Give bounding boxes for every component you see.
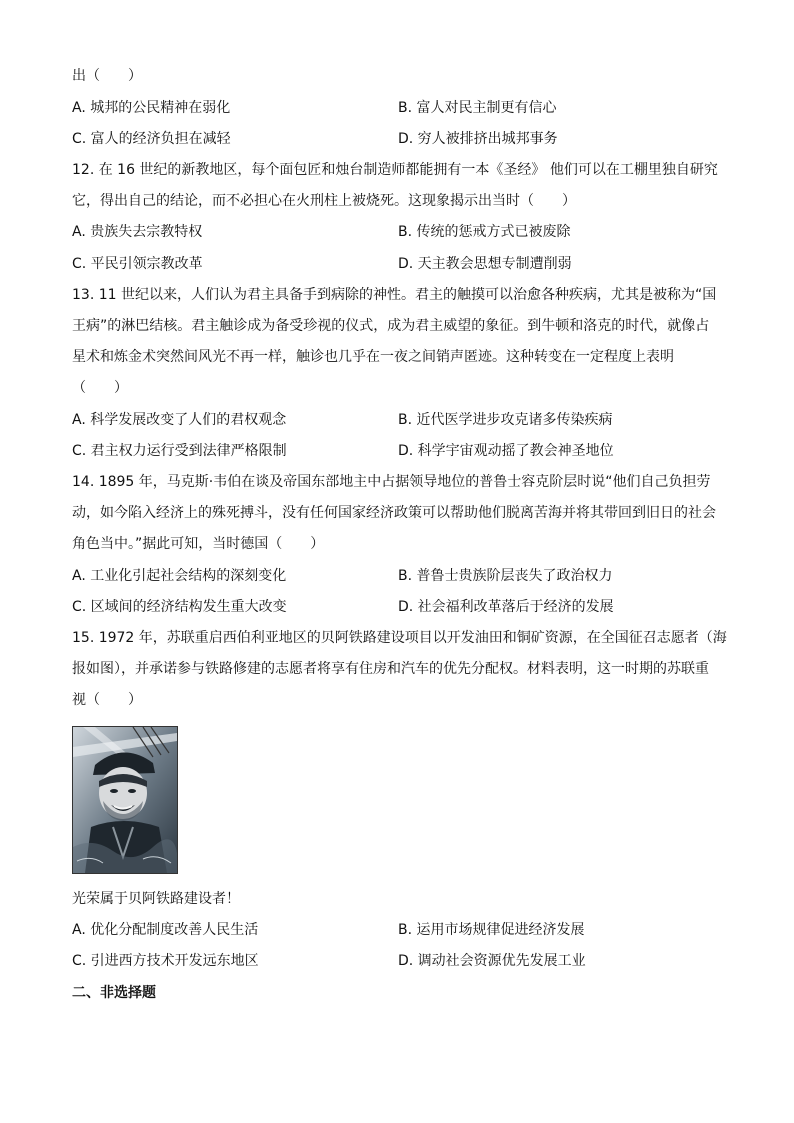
q15-option-a[interactable]: A. 优化分配制度改善人民生活 (72, 922, 259, 938)
q15-option-b[interactable]: B. 运用市场规律促进经济发展 (398, 922, 585, 938)
q13-stem-line: 星术和炼金术突然间风光不再一样，触诊也几乎在一夜之间销声匿迹。这种转变在一定程度上表明 (72, 349, 674, 365)
q13-stem-line: （ ） (72, 380, 128, 396)
section-title: 二、非选择题 (72, 985, 156, 1001)
poster-illustration (73, 727, 177, 873)
q14-option-d[interactable]: D. 社会福利改革落后于经济的发展 (398, 599, 614, 615)
railway-volunteer-poster (72, 726, 178, 874)
q12-stem-line: 12. 在 16 世纪的新教地区，每个面包匠和烛台制造师都能拥有一本《圣经》 他们可以在工棚里独自研究 (72, 162, 718, 178)
q13-option-b[interactable]: B. 近代医学进步攻克诸多传染疾病 (398, 412, 613, 428)
q12-option-a[interactable]: A. 贵族失去宗教特权 (72, 224, 203, 240)
q14-option-b[interactable]: B. 普鲁士贵族阶层丧失了政治权力 (398, 568, 613, 584)
q11-option-b[interactable]: B. 富人对民主制更有信心 (398, 100, 557, 116)
q15-stem-line: 视（ ） (72, 692, 142, 708)
q13-option-a[interactable]: A. 科学发展改变了人们的君权观念 (72, 412, 287, 428)
q12-option-d[interactable]: D. 天主教会思想专制遭削弱 (398, 256, 572, 272)
q15-poster-caption: 光荣属于贝阿铁路建设者！ (72, 891, 240, 907)
q13-option-c[interactable]: C. 君主权力运行受到法律严格限制 (72, 443, 287, 459)
q12-option-c[interactable]: C. 平民引领宗教改革 (72, 256, 203, 272)
q12-stem-line: 它，得出自己的结论，而不必担心在火刑柱上被烧死。这现象揭示出当时（ ） (72, 193, 576, 209)
q14-option-a[interactable]: A. 工业化引起社会结构的深刻变化 (72, 568, 287, 584)
q15-stem-line: 报如图），并承诺参与铁路修建的志愿者将享有住房和汽车的优先分配权。材料表明，这一时期的苏联重 (72, 661, 709, 677)
q14-stem-line: 14. 1895 年，马克斯·韦伯在谈及帝国东部地主中占据领导地位的普鲁士容克阶层时说“他们自己负担劳 (72, 474, 711, 490)
q15-option-d[interactable]: D. 调动社会资源优先发展工业 (398, 953, 586, 969)
q15-option-c[interactable]: C. 引进西方技术开发远东地区 (72, 953, 259, 969)
q14-stem-line: 角色当中。”据此可知，当时德国（ ） (72, 536, 325, 552)
q12-option-b[interactable]: B. 传统的惩戒方式已被废除 (398, 224, 571, 240)
q11-option-d[interactable]: D. 穷人被排挤出城邦事务 (398, 131, 558, 147)
q14-option-c[interactable]: C. 区域间的经济结构发生重大改变 (72, 599, 287, 615)
q15-stem-line: 15. 1972 年，苏联重启西伯利亚地区的贝阿铁路建设项目以开发油田和铜矿资源，在全国征召志愿者（海 (72, 630, 727, 646)
q11-option-c[interactable]: C. 富人的经济负担在减轻 (72, 131, 231, 147)
q11-stem-tail: 出（ ） (72, 68, 142, 84)
q13-stem-line: 王病”的淋巴结核。君主触诊成为备受珍视的仪式，成为君主威望的象征。到牛顿和洛克的时代，就像占 (72, 318, 710, 334)
q13-stem-line: 13. 11 世纪以来，人们认为君主具备手到病除的神性。君主的触摸可以治愈各种疾病，尤其是被称为“国 (72, 287, 717, 303)
q13-option-d[interactable]: D. 科学宇宙观动摇了教会神圣地位 (398, 443, 614, 459)
q11-option-a[interactable]: A. 城邦的公民精神在弱化 (72, 100, 231, 116)
q14-stem-line: 动，如今陷入经济上的殊死搏斗，没有任何国家经济政策可以帮助他们脱离苦海并将其带回到旧日的社会 (72, 505, 716, 521)
